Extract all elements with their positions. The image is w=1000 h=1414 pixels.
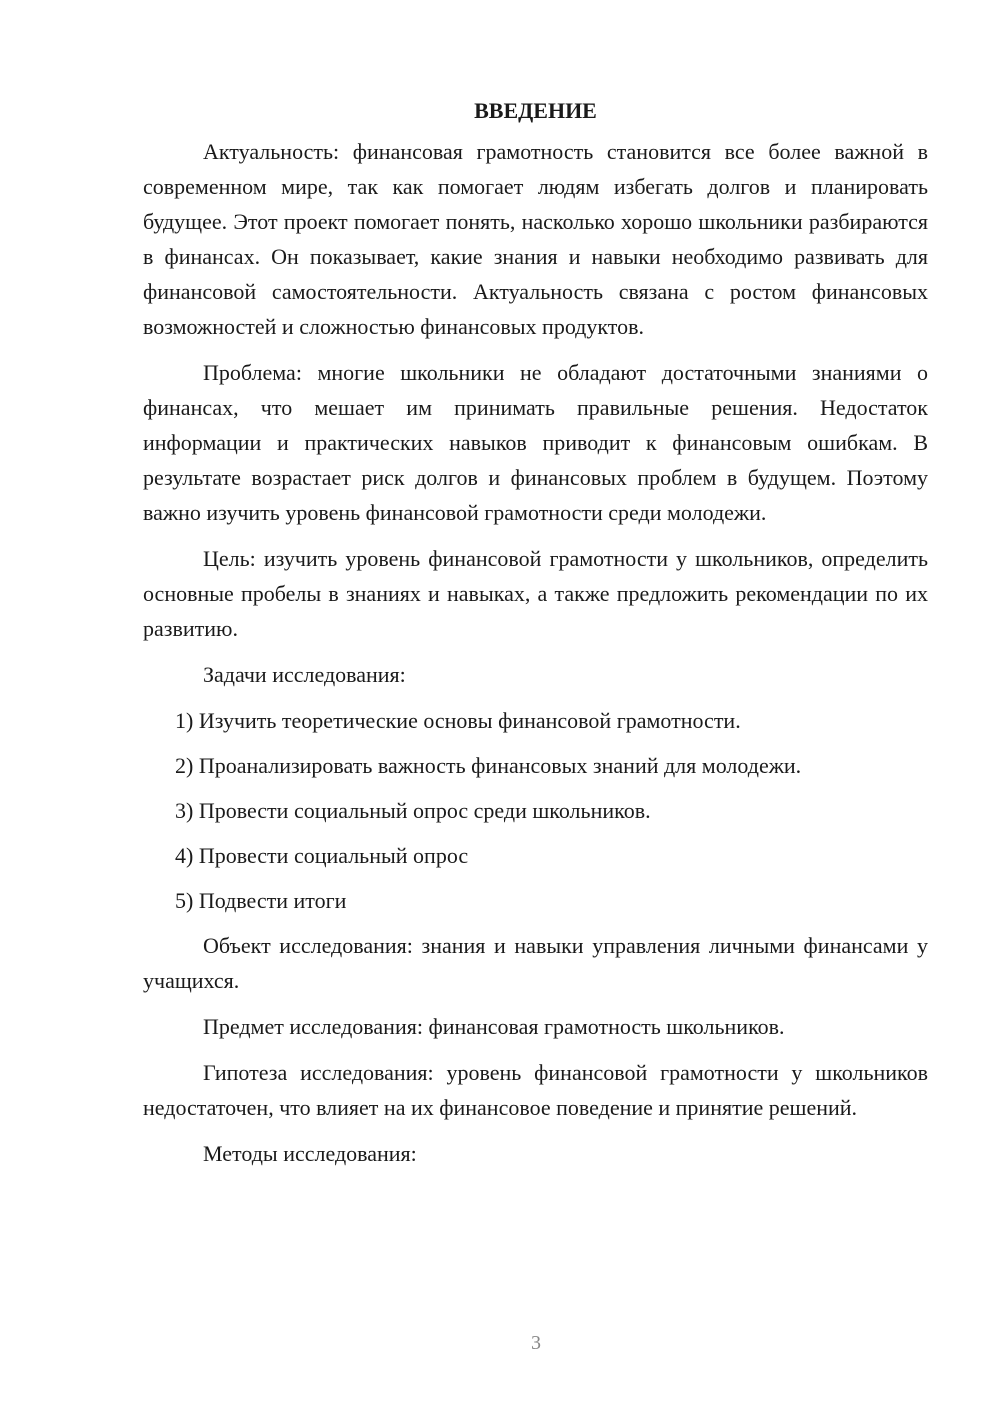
relevance-paragraph: Актуальность: финансовая грамотность становится все более важной в современном мире, так как помогает людям избегать долгов и планировать будущее. Этот проект помогает понять, насколько хорошо школьники разбираются в финансах. Он показывает, какие знания и навыки необходимо развивать для финансовой самостоятельности. Актуальность связана с ростом финансовых возможностей и сложностью финансовых продуктов. bbox=[143, 139, 928, 339]
list-item: 4) Провести социальный опрос bbox=[175, 843, 469, 868]
goal-paragraph: Цель: изучить уровень финансовой грамотности у школьников, определить основные пробелы в знаниях и навыках, а также предложить рекомендации по их развитию. bbox=[143, 546, 928, 641]
list-item: 1) Изучить теоретические основы финансовой грамотности. bbox=[175, 708, 741, 733]
methods-heading: Методы исследования: bbox=[203, 1141, 417, 1166]
subject-paragraph: Предмет исследования: финансовая грамотность школьников. bbox=[203, 1014, 785, 1039]
list-item: 5) Подвести итоги bbox=[175, 888, 347, 913]
document-page bbox=[143, 93, 928, 1182]
page-number: 3 bbox=[531, 1332, 541, 1354]
list-item: 3) Провести социальный опрос среди школьников. bbox=[175, 798, 651, 823]
problem-paragraph: Проблема: многие школьники не обладают достаточными знаниями о финансах, что мешает им принимать правильные решения. Недостаток информации и практических навыков приводит к финансовым ошибкам. В результате возрастает риск долгов и финансовых проблем в будущем. Поэтому важно изучить уровень финансовой грамотности среди молодежи. bbox=[143, 360, 928, 525]
page-title: ВВЕДЕНИЕ bbox=[474, 98, 597, 123]
list-item: 2) Проанализировать важность финансовых знаний для молодежи. bbox=[175, 753, 802, 778]
tasks-heading: Задачи исследования: bbox=[203, 662, 406, 687]
object-paragraph: Объект исследования: знания и навыки управления личными финансами у учащихся. bbox=[143, 933, 928, 993]
tasks-list bbox=[143, 703, 928, 918]
hypothesis-paragraph: Гипотеза исследования: уровень финансовой грамотности у школьников недостаточен, что влияет на их финансовое поведение и принятие решений. bbox=[143, 1060, 928, 1120]
